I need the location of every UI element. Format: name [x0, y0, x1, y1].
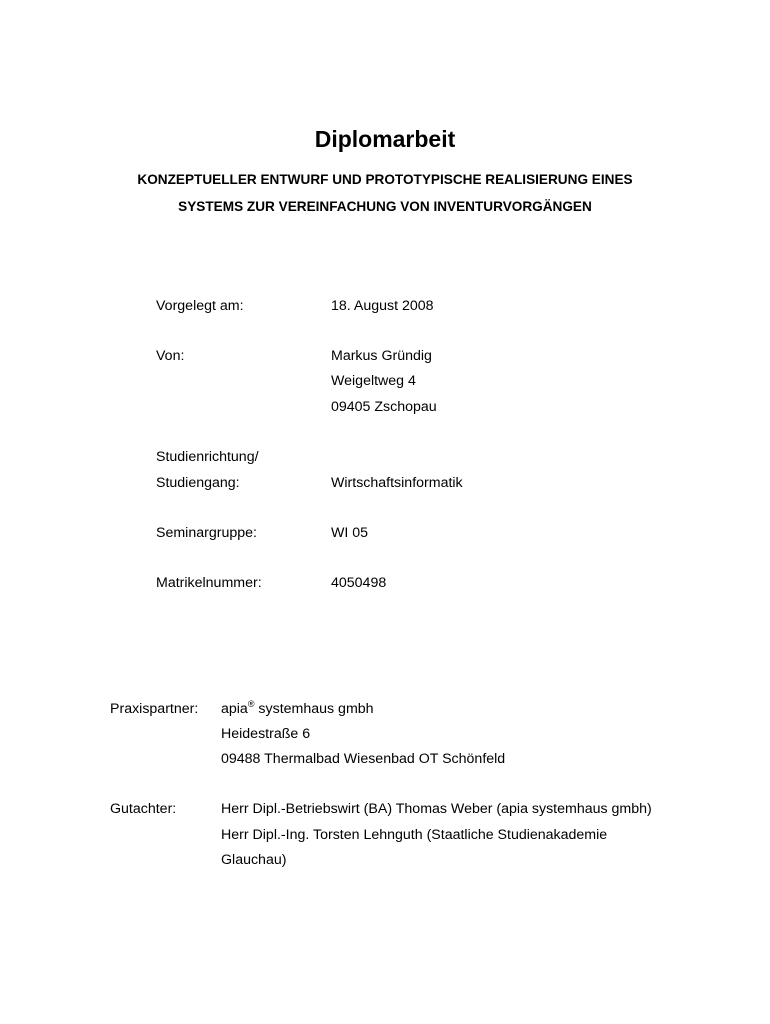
thesis-subtitle-line-1: KONZEPTUELLER ENTWURF UND PROTOTYPISCHE REALISIERUNG EINES: [137, 172, 633, 187]
submitted-date: 18. August 2008: [331, 298, 434, 314]
matriculation-number: 4050498: [331, 575, 387, 591]
author-name: Markus Gründig: [331, 348, 432, 364]
reviewers-label: Gutachter:: [110, 801, 177, 817]
matriculation-label: Matrikelnummer:: [156, 575, 262, 591]
seminar-group-value: WI 05: [331, 525, 369, 541]
reviewer-2: Herr Dipl.-Ing. Torsten Lehnguth (Staatliche Studienakademie: [221, 827, 608, 843]
author-city: 09405 Zschopau: [331, 399, 437, 415]
registered-mark: ®: [247, 699, 255, 709]
seminar-group-label: Seminargruppe:: [156, 525, 257, 541]
document-title: Diplomarbeit: [314, 126, 456, 152]
author-label: Von:: [156, 348, 185, 364]
study-program-value: Wirtschaftsinformatik: [331, 475, 463, 491]
partner-city: 09488 Thermalbad Wiesenbad OT Schönfeld: [221, 751, 506, 767]
reviewer-1: Herr Dipl.-Betriebswirt (BA) Thomas Weber (apia systemhaus gmbh): [221, 801, 652, 817]
partner-street: Heidestraße 6: [221, 726, 311, 742]
submitted-label: Vorgelegt am:: [156, 298, 244, 314]
thesis-subtitle-line-2: SYSTEMS ZUR VEREINFACHUNG VON INVENTURVORGÄNGEN: [178, 199, 592, 214]
author-street: Weigeltweg 4: [331, 373, 416, 389]
practice-partner-name: [221, 701, 374, 717]
study-program-label: Studiengang:: [156, 475, 240, 491]
partner-name-suffix: systemhaus gmbh: [254, 701, 374, 717]
study-direction-label: Studienrichtung/: [156, 449, 259, 465]
practice-partner-label: Praxispartner:: [110, 701, 199, 717]
reviewer-2-continued: Glauchau): [221, 852, 287, 868]
partner-name-prefix: apia: [221, 701, 248, 717]
